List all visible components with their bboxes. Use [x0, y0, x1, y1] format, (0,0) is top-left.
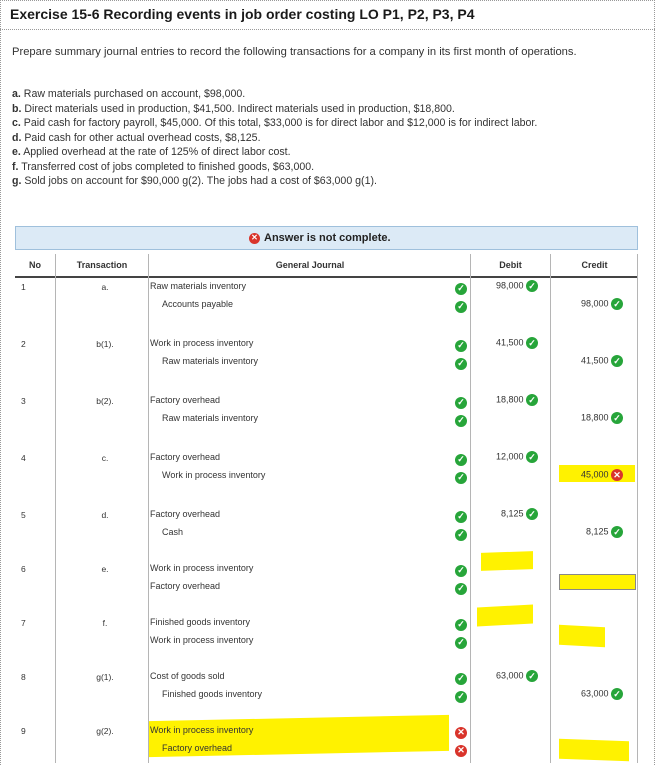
check-icon: ✓	[455, 565, 467, 577]
check-icon: ✓	[455, 511, 467, 523]
check-icon: ✓	[611, 688, 623, 700]
page-title: Exercise 15-6 Recording events in job order costing LO P1, P2, P3, P4	[10, 6, 475, 22]
check-icon: ✓	[455, 619, 467, 631]
credit-account-field[interactable]: Factory overhead	[162, 743, 233, 753]
credit-account-field[interactable]: Finished goods inventory	[162, 689, 263, 699]
debit-amount-field[interactable]: 12,000 ✓	[475, 451, 538, 463]
debit-amount-field[interactable]: 98,000 ✓	[475, 280, 538, 292]
debit-account-field[interactable]: Cost of goods sold	[150, 671, 225, 681]
list-item: g. Sold jobs on account for $90,000 g(2). The jobs had a cost of $63,000 g(1).	[12, 175, 377, 187]
check-icon: ✓	[526, 280, 538, 292]
journal-table	[15, 254, 638, 763]
credit-amount-field[interactable]: 8,125 ✓	[555, 526, 623, 538]
check-icon: ✓	[455, 301, 467, 313]
credit-amount-field[interactable]	[559, 574, 636, 590]
credit-account-field[interactable]: Raw materials inventory	[162, 413, 259, 423]
credit-account-field[interactable]: Work in process inventory	[150, 635, 254, 645]
check-icon: ✓	[455, 283, 467, 295]
credit-amount-field[interactable]: 45,000 ✕	[555, 469, 623, 481]
credit-amount-field[interactable]: 18,800 ✓	[555, 412, 623, 424]
list-item: c. Paid cash for factory payroll, $45,000. Of this total, $33,000 is for direct labor and $12,000 is for indirect labor.	[12, 117, 538, 129]
debit-account-field[interactable]: Finished goods inventory	[150, 617, 251, 627]
debit-amount-field[interactable]	[477, 605, 533, 627]
check-icon: ✓	[526, 508, 538, 520]
debit-amount-field[interactable]: 8,125 ✓	[475, 508, 538, 520]
table-row: 6 e. Work in process inventory Factory overhead ✓ ✓	[15, 560, 638, 613]
check-icon: ✓	[455, 340, 467, 352]
credit-amount-field[interactable]: 41,500 ✓	[555, 355, 623, 367]
status-banner	[15, 226, 638, 250]
list-item: b. Direct materials used in production, $41,500. Indirect materials used in production, $18,800.	[12, 102, 455, 115]
col-transaction: Transaction	[76, 260, 128, 270]
col-credit: Credit	[581, 260, 608, 270]
check-icon: ✓	[455, 637, 467, 649]
debit-account-field[interactable]: Factory overhead	[150, 509, 221, 519]
debit-amount-field[interactable]	[481, 551, 533, 571]
instruction-text: Prepare summary journal entries to record the following transactions for a company in its first month of operations.	[12, 46, 577, 58]
check-icon: ✓	[455, 472, 467, 484]
debit-account-field[interactable]: Work in process inventory	[150, 563, 254, 573]
credit-amount-field[interactable]	[559, 739, 629, 761]
check-icon: ✓	[526, 451, 538, 463]
check-icon: ✓	[526, 670, 538, 682]
check-icon: ✓	[455, 673, 467, 685]
check-icon: ✓	[455, 397, 467, 409]
error-icon: ✕	[455, 745, 467, 757]
check-icon: ✓	[455, 583, 467, 595]
check-icon: ✓	[455, 358, 467, 370]
left-border	[0, 0, 1, 765]
error-icon: ✕	[249, 233, 260, 244]
check-icon: ✓	[526, 337, 538, 349]
error-icon: ✕	[455, 727, 467, 739]
table-row: 9 g(2). Work in process inventory Factory overhead ✕ ✕	[15, 722, 638, 763]
credit-amount-field[interactable]: 98,000 ✓	[555, 298, 623, 310]
credit-account-field[interactable]: Work in process inventory	[162, 470, 266, 480]
debit-amount-field[interactable]: 18,800 ✓	[475, 394, 538, 406]
debit-account-field[interactable]: Factory overhead	[150, 395, 221, 405]
check-icon: ✓	[455, 415, 467, 427]
credit-account-field[interactable]: Accounts payable	[162, 299, 234, 309]
credit-account-field[interactable]: Raw materials inventory	[162, 356, 259, 366]
table-row: 2 b(1). Work in process inventory Raw materials inventory ✓ ✓ 41,500 ✓ 41,500 ✓	[15, 335, 638, 388]
transaction-list	[12, 87, 537, 189]
banner-text: Answer is not complete.	[264, 232, 391, 244]
debit-amount-field[interactable]: 63,000 ✓	[475, 670, 538, 682]
error-icon: ✕	[611, 469, 623, 481]
col-no: No	[29, 260, 41, 270]
check-icon: ✓	[526, 394, 538, 406]
table-row: 8 g(1). Cost of goods sold Finished goods inventory ✓ ✓ 63,000 ✓ 63,000 ✓	[15, 668, 638, 721]
check-icon: ✓	[455, 529, 467, 541]
table-row: 1 a. Raw materials inventory Accounts payable ✓ ✓ 98,000 ✓ 98,000 ✓	[15, 278, 638, 331]
credit-account-field[interactable]: Factory overhead	[150, 581, 221, 591]
title-bar	[0, 0, 655, 30]
col-journal: General Journal	[275, 260, 345, 270]
check-icon: ✓	[611, 526, 623, 538]
debit-account-field[interactable]: Work in process inventory	[150, 725, 254, 735]
table-row: 4 c. Factory overhead Work in process inventory ✓ ✓ 12,000 ✓ 45,000 ✕	[15, 449, 638, 502]
debit-amount-field[interactable]: 41,500 ✓	[475, 337, 538, 349]
table-row: 5 d. Factory overhead Cash ✓ ✓ 8,125 ✓ 8,125 ✓	[15, 506, 638, 559]
list-item: f. Transferred cost of jobs completed to finished goods, $63,000.	[12, 160, 315, 173]
credit-account-field[interactable]: Cash	[162, 527, 184, 537]
list-item: d. Paid cash for other actual overhead costs, $8,125.	[12, 131, 261, 144]
check-icon: ✓	[455, 454, 467, 466]
table-row: 7 f. Finished goods inventory Work in process inventory ✓ ✓	[15, 614, 638, 667]
credit-amount-field[interactable]: 63,000 ✓	[555, 688, 623, 700]
table-row: 3 b(2). Factory overhead Raw materials inventory ✓ ✓ 18,800 ✓ 18,800 ✓	[15, 392, 638, 445]
debit-account-field[interactable]: Factory overhead	[150, 452, 221, 462]
check-icon: ✓	[611, 355, 623, 367]
debit-account-field[interactable]: Work in process inventory	[150, 338, 254, 348]
col-debit: Debit	[499, 260, 522, 270]
table-header	[15, 254, 638, 276]
list-item: a. Raw materials purchased on account, $98,000.	[12, 88, 246, 100]
check-icon: ✓	[455, 691, 467, 703]
credit-amount-field[interactable]	[559, 625, 605, 647]
check-icon: ✓	[611, 412, 623, 424]
list-item: e. Applied overhead at the rate of 125% of direct labor cost.	[12, 146, 291, 158]
debit-account-field[interactable]: Raw materials inventory	[150, 281, 247, 291]
check-icon: ✓	[611, 298, 623, 310]
